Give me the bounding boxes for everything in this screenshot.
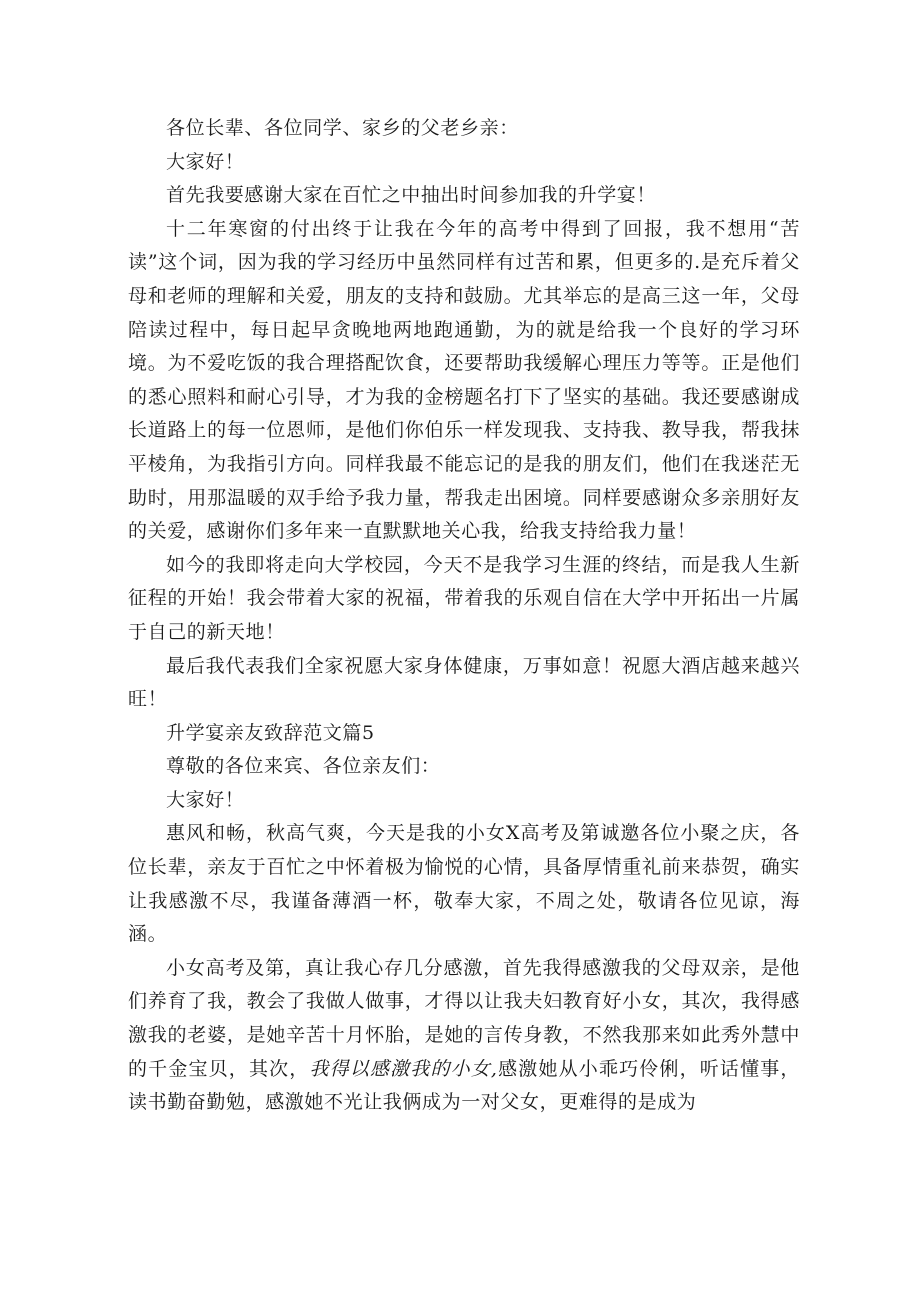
paragraph-twelve-years: 十二年寒窗的付出终于让我在今年的高考中得到了回报，我不想用“苦读”这个词，因为我的学习经历中虽然同样有过苦和累，但更多的.是充斥着父母和老师的理解和关爱，朋友的支持和鼓励。尤其举忘的是高三这一年，父母陪读过程中，每日起早贪晚地两地跑通勤，为的就是给我一个良好的学习环境。为不爱吃饭的我合理搭配饮食，还要帮助我缓解心理压力等等。正是他们的悉心照料和耐心引导，才为我的金榜题名打下了坚实的基础。我还要感谢成长道路上的每一位恩师，是他们你伯乐一样发现我、支持我、教导我，帮我抹平棱角，为我指引方向。同样我最不能忘记的是我的朋友们，他们在我迷茫无助时，用那温暖的双手给予我力量，帮我走出困境。同样要感谢众多亲朋好友的关爱，感谢你们多年来一直默默地关心我，给我支持给我力量！ bbox=[128, 217, 800, 543]
greeting: 大家好！ bbox=[166, 150, 245, 173]
greeting-2: 大家好！ bbox=[166, 788, 245, 811]
section-title: 升学宴亲友致辞范文篇5 bbox=[166, 721, 375, 744]
salutation: 各位长辈、各位同学、家乡的父老乡亲： bbox=[166, 117, 519, 139]
gratitude-text-italic: 我得以感激我的小女, bbox=[309, 1057, 498, 1080]
paragraph-gratitude bbox=[128, 952, 800, 1120]
paragraph-closing-wishes: 最后我代表我们全家祝愿大家身体健康，万事如意！祝愿大酒店越来越兴旺！ bbox=[128, 654, 800, 711]
paragraph-autumn: 惠风和畅，秋高气爽，今天是我的小女X高考及第诚邀各位小聚之庆，各位长辈，亲友于百忙之中怀着极为愉悦的心情，具备厚情重礼前来恭贺，确实让我感激不尽，我谨备薄酒一杯，敬奉大家，不周之处，敬请各位见谅，海涵。 bbox=[128, 822, 800, 946]
gratitude-text-after: 感激她从小乖巧伶俐，听话懂事，读书勤奋勤勉，感激她不光让我俩成为一对父女，更难得的是成为 bbox=[128, 1057, 801, 1114]
paragraph-thanks: 首先我要感谢大家在百忙之中抽出时间参加我的升学宴！ bbox=[166, 184, 657, 207]
gratitude-text-before: 小女高考及第，真让我心存几分感激，首先我得感激我的父母双亲，是他们养育了我，教会了我做人做事，才得以让我夫妇教育好小女，其次，我得感激我的老婆，是她辛苦十月怀胎，是她的言传身教，不然我那来如此秀外慧中的千金宝贝，其次， bbox=[128, 956, 800, 1080]
salutation-2: 尊敬的各位来宾、各位亲友们： bbox=[166, 755, 441, 778]
document-body bbox=[128, 112, 800, 1120]
paragraph-new-journey: 如今的我即将走向大学校园，今天不是我学习生涯的终结，而是我人生新征程的开始！我会带着大家的祝福，带着我的乐观自信在大学中开拓出一片属于自己的新天地！ bbox=[128, 553, 800, 643]
